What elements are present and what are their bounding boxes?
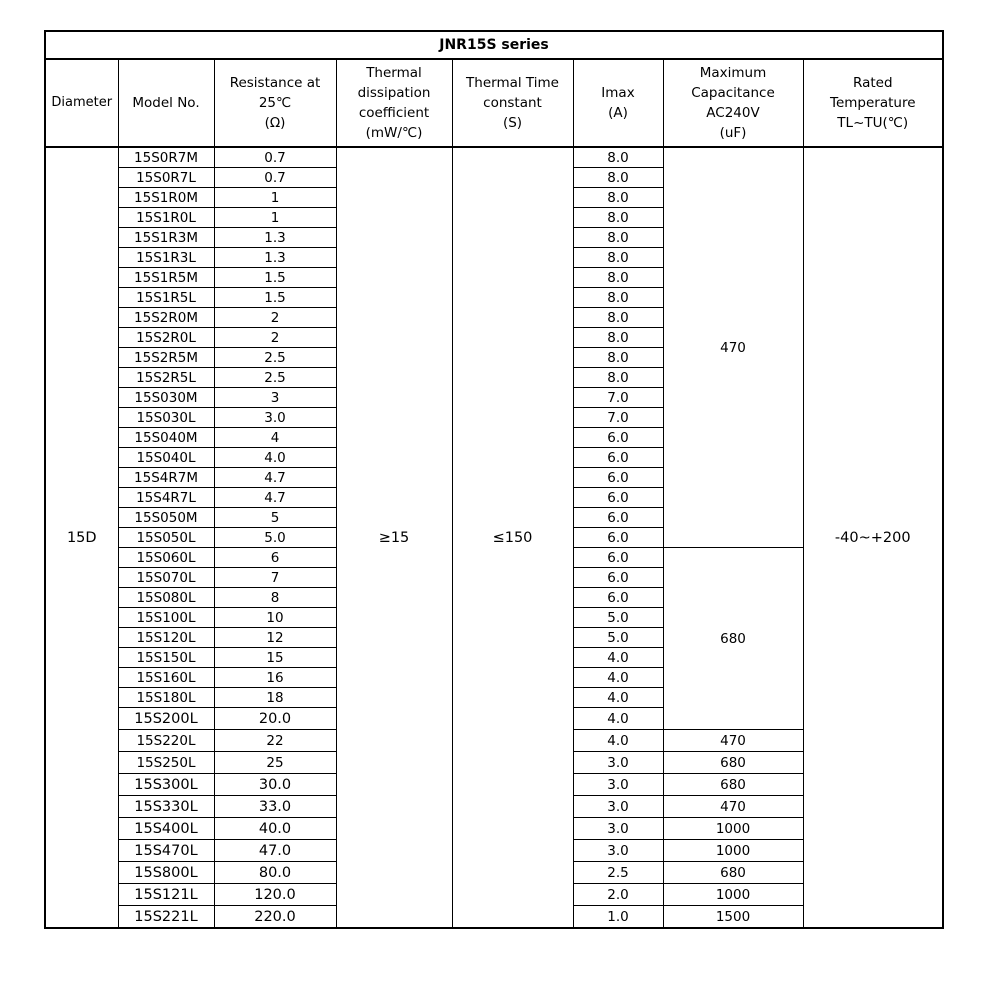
header-model: Model No. [118, 59, 214, 147]
imax-cell: 8.0 [573, 188, 663, 208]
model-cell: 15S1R3M [118, 228, 214, 248]
resistance-cell: 8 [214, 588, 336, 608]
imax-cell: 6.0 [573, 588, 663, 608]
resistance-cell: 3.0 [214, 408, 336, 428]
capacitance-cell: 470 [663, 147, 803, 548]
imax-cell: 6.0 [573, 568, 663, 588]
model-cell: 15S2R0L [118, 328, 214, 348]
imax-cell: 6.0 [573, 508, 663, 528]
model-cell: 15S030M [118, 388, 214, 408]
imax-cell: 2.0 [573, 884, 663, 906]
rated-temperature-cell: -40~+200 [803, 147, 943, 928]
resistance-cell: 2.5 [214, 348, 336, 368]
resistance-cell: 18 [214, 688, 336, 708]
model-cell: 15S4R7L [118, 488, 214, 508]
resistance-cell: 2.5 [214, 368, 336, 388]
model-cell: 15S2R5M [118, 348, 214, 368]
model-cell: 15S330L [118, 796, 214, 818]
model-cell: 15S121L [118, 884, 214, 906]
imax-cell: 5.0 [573, 628, 663, 648]
imax-cell: 8.0 [573, 308, 663, 328]
resistance-cell: 0.7 [214, 147, 336, 168]
capacitance-cell: 1000 [663, 840, 803, 862]
resistance-cell: 1.3 [214, 228, 336, 248]
resistance-cell: 0.7 [214, 168, 336, 188]
model-cell: 15S0R7M [118, 147, 214, 168]
imax-cell: 1.0 [573, 906, 663, 929]
imax-cell: 7.0 [573, 388, 663, 408]
model-cell: 15S070L [118, 568, 214, 588]
resistance-cell: 4.7 [214, 468, 336, 488]
table-body [45, 147, 943, 928]
imax-cell: 6.0 [573, 468, 663, 488]
model-cell: 15S050M [118, 508, 214, 528]
resistance-cell: 5 [214, 508, 336, 528]
header-imax: Imax (A) [573, 59, 663, 147]
resistance-cell: 30.0 [214, 774, 336, 796]
imax-cell: 6.0 [573, 548, 663, 568]
resistance-cell: 25 [214, 752, 336, 774]
resistance-cell: 20.0 [214, 708, 336, 730]
model-cell: 15S100L [118, 608, 214, 628]
model-cell: 15S080L [118, 588, 214, 608]
imax-cell: 3.0 [573, 752, 663, 774]
header-thermal-time: Thermal Time constant (S) [452, 59, 573, 147]
thermal-time-cell: ≤150 [452, 147, 573, 928]
table-row [45, 147, 943, 168]
resistance-cell: 4.0 [214, 448, 336, 468]
jnr15s-spec-table [44, 30, 944, 929]
header-max-capacitance: Maximum Capacitance AC240V (uF) [663, 59, 803, 147]
imax-cell: 8.0 [573, 348, 663, 368]
header-rated-temperature: Rated Temperature TL~TU(℃) [803, 59, 943, 147]
imax-cell: 5.0 [573, 608, 663, 628]
header-diameter: Diameter [45, 59, 118, 147]
model-cell: 15S040L [118, 448, 214, 468]
resistance-cell: 1.5 [214, 268, 336, 288]
resistance-cell: 3 [214, 388, 336, 408]
resistance-cell: 4.7 [214, 488, 336, 508]
model-cell: 15S2R5L [118, 368, 214, 388]
imax-cell: 8.0 [573, 168, 663, 188]
resistance-cell: 33.0 [214, 796, 336, 818]
resistance-cell: 10 [214, 608, 336, 628]
imax-cell: 7.0 [573, 408, 663, 428]
resistance-cell: 1 [214, 208, 336, 228]
model-cell: 15S120L [118, 628, 214, 648]
imax-cell: 2.5 [573, 862, 663, 884]
resistance-cell: 220.0 [214, 906, 336, 929]
imax-cell: 8.0 [573, 248, 663, 268]
model-cell: 15S300L [118, 774, 214, 796]
model-cell: 15S160L [118, 668, 214, 688]
capacitance-cell: 680 [663, 548, 803, 730]
capacitance-cell: 1500 [663, 906, 803, 929]
imax-cell: 6.0 [573, 488, 663, 508]
capacitance-cell: 470 [663, 796, 803, 818]
capacitance-cell: 680 [663, 862, 803, 884]
thermal-dissipation-cell: ≥15 [336, 147, 452, 928]
resistance-cell: 5.0 [214, 528, 336, 548]
imax-cell: 4.0 [573, 688, 663, 708]
resistance-cell: 40.0 [214, 818, 336, 840]
capacitance-cell: 1000 [663, 818, 803, 840]
imax-cell: 3.0 [573, 818, 663, 840]
header-thermal-dissipation: Thermal dissipation coefficient (mW/℃) [336, 59, 452, 147]
table-title: JNR15S series [45, 31, 943, 59]
resistance-cell: 2 [214, 328, 336, 348]
resistance-cell: 47.0 [214, 840, 336, 862]
model-cell: 15S050L [118, 528, 214, 548]
resistance-cell: 22 [214, 730, 336, 752]
imax-cell: 4.0 [573, 648, 663, 668]
resistance-cell: 1.3 [214, 248, 336, 268]
model-cell: 15S1R5M [118, 268, 214, 288]
model-cell: 15S0R7L [118, 168, 214, 188]
model-cell: 15S1R0M [118, 188, 214, 208]
header-resistance: Resistance at 25℃ (Ω) [214, 59, 336, 147]
resistance-cell: 6 [214, 548, 336, 568]
capacitance-cell: 680 [663, 774, 803, 796]
imax-cell: 8.0 [573, 208, 663, 228]
capacitance-cell: 680 [663, 752, 803, 774]
resistance-cell: 16 [214, 668, 336, 688]
imax-cell: 8.0 [573, 228, 663, 248]
imax-cell: 6.0 [573, 428, 663, 448]
resistance-cell: 80.0 [214, 862, 336, 884]
model-cell: 15S1R0L [118, 208, 214, 228]
model-cell: 15S1R5L [118, 288, 214, 308]
model-cell: 15S2R0M [118, 308, 214, 328]
imax-cell: 3.0 [573, 840, 663, 862]
imax-cell: 8.0 [573, 368, 663, 388]
model-cell: 15S040M [118, 428, 214, 448]
header-row [45, 59, 943, 147]
capacitance-cell: 470 [663, 730, 803, 752]
imax-cell: 8.0 [573, 288, 663, 308]
model-cell: 15S150L [118, 648, 214, 668]
capacitance-cell: 1000 [663, 884, 803, 906]
resistance-cell: 1.5 [214, 288, 336, 308]
imax-cell: 6.0 [573, 528, 663, 548]
resistance-cell: 4 [214, 428, 336, 448]
resistance-cell: 7 [214, 568, 336, 588]
resistance-cell: 2 [214, 308, 336, 328]
model-cell: 15S221L [118, 906, 214, 929]
model-cell: 15S180L [118, 688, 214, 708]
resistance-cell: 15 [214, 648, 336, 668]
imax-cell: 3.0 [573, 774, 663, 796]
resistance-cell: 12 [214, 628, 336, 648]
model-cell: 15S060L [118, 548, 214, 568]
model-cell: 15S400L [118, 818, 214, 840]
diameter-cell: 15D [45, 147, 118, 928]
model-cell: 15S470L [118, 840, 214, 862]
model-cell: 15S220L [118, 730, 214, 752]
imax-cell: 4.0 [573, 730, 663, 752]
model-cell: 15S4R7M [118, 468, 214, 488]
imax-cell: 8.0 [573, 328, 663, 348]
resistance-cell: 1 [214, 188, 336, 208]
model-cell: 15S250L [118, 752, 214, 774]
resistance-cell: 120.0 [214, 884, 336, 906]
imax-cell: 3.0 [573, 796, 663, 818]
model-cell: 15S030L [118, 408, 214, 428]
imax-cell: 8.0 [573, 268, 663, 288]
imax-cell: 6.0 [573, 448, 663, 468]
model-cell: 15S1R3L [118, 248, 214, 268]
imax-cell: 8.0 [573, 147, 663, 168]
model-cell: 15S200L [118, 708, 214, 730]
model-cell: 15S800L [118, 862, 214, 884]
imax-cell: 4.0 [573, 708, 663, 730]
imax-cell: 4.0 [573, 668, 663, 688]
